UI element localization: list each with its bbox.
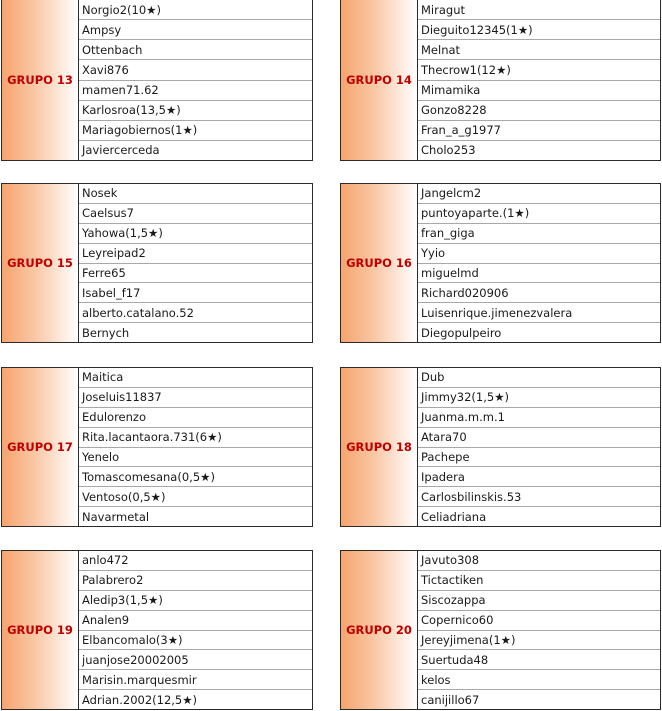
player-row: Adrian.2002(12,5★) xyxy=(82,692,198,707)
player-row: Elbancomalo(3★) xyxy=(79,631,312,651)
player-row: Yahowa(1,5★) xyxy=(79,224,312,244)
player-row: Dub xyxy=(418,368,660,388)
player-row: fran_giga xyxy=(418,224,660,244)
player-row: alberto.catalano.52 xyxy=(79,303,312,323)
player-row: mamen71.62 xyxy=(79,81,312,101)
group-label-cell xyxy=(2,551,79,709)
player-row: Leyreipad2 xyxy=(79,244,312,264)
group-label-cell xyxy=(2,184,79,342)
player-row: Ipadera xyxy=(418,467,660,487)
player-row: Tomascomesana(0,5★) xyxy=(79,467,312,487)
group-label-cell xyxy=(341,368,418,526)
player-list xyxy=(79,184,312,342)
group-label: GRUPO 17 xyxy=(7,440,73,454)
player-row: Luisenrique.jimenezvalera xyxy=(418,303,660,323)
player-row: Ampsy xyxy=(79,20,312,40)
player-row: Mimamika xyxy=(418,81,660,101)
player-list xyxy=(79,551,312,709)
group-label: GRUPO 20 xyxy=(346,623,412,637)
group-label-cell xyxy=(341,184,418,342)
group-label: GRUPO 13 xyxy=(7,73,73,87)
player-row: Ottenbach xyxy=(79,40,312,60)
group-label: GRUPO 14 xyxy=(346,73,412,87)
player-row: Javiercerceda xyxy=(82,143,160,158)
player-row: Yenelo xyxy=(79,448,312,468)
group-13 xyxy=(1,0,313,161)
player-row: Marisin.marquesmir xyxy=(79,670,312,690)
player-row: Nosek xyxy=(79,184,312,204)
group-label: GRUPO 18 xyxy=(346,440,412,454)
player-list xyxy=(418,551,660,709)
player-row: Navarmetal xyxy=(82,509,150,524)
player-row: Tictactiken xyxy=(418,571,660,591)
player-row: Analen9 xyxy=(79,611,312,631)
player-row: Yyio xyxy=(418,244,660,264)
player-row: Celiadriana xyxy=(421,509,487,524)
player-row: Jimmy32(1,5★) xyxy=(418,388,660,408)
player-row: Ventoso(0,5★) xyxy=(79,487,312,507)
player-list xyxy=(79,0,312,160)
player-row: Caelsus7 xyxy=(79,204,312,224)
player-list xyxy=(79,368,312,526)
player-row: Suertuda48 xyxy=(418,650,660,670)
player-row: Copernico60 xyxy=(418,611,660,631)
player-row: Maitica xyxy=(79,368,312,388)
group-label: GRUPO 19 xyxy=(7,623,73,637)
group-label-cell xyxy=(2,0,79,160)
player-row: Pachepe xyxy=(418,448,660,468)
player-row: Javuto308 xyxy=(418,551,660,571)
player-row: Thecrow1(12★) xyxy=(418,60,660,80)
group-label-cell xyxy=(341,551,418,709)
group-16 xyxy=(340,183,661,343)
group-20 xyxy=(340,550,661,710)
player-row: kelos xyxy=(418,670,660,690)
player-row: Isabel_f17 xyxy=(79,283,312,303)
player-row: Cholo253 xyxy=(421,143,476,158)
player-list xyxy=(418,0,660,160)
player-row: Jangelcm2 xyxy=(418,184,660,204)
player-row: Melnat xyxy=(418,40,660,60)
player-row: Diegopulpeiro xyxy=(421,325,502,340)
player-row: Dieguito12345(1★) xyxy=(418,20,660,40)
player-row: Xavi876 xyxy=(79,60,312,80)
player-row: Juanma.m.m.1 xyxy=(418,408,660,428)
player-row: Karlosroa(13,5★) xyxy=(79,101,312,121)
player-row: Bernych xyxy=(82,325,130,340)
player-row: Mariagobiernos(1★) xyxy=(79,121,312,141)
group-label: GRUPO 16 xyxy=(346,256,412,270)
group-15 xyxy=(1,183,313,343)
player-row: Richard020906 xyxy=(418,283,660,303)
group-label-cell xyxy=(2,368,79,526)
player-row: Gonzo8228 xyxy=(418,101,660,121)
player-row: Joseluis11837 xyxy=(79,388,312,408)
player-row: Atara70 xyxy=(418,428,660,448)
player-row: anlo472 xyxy=(79,551,312,571)
group-18 xyxy=(340,367,661,527)
player-row: puntoyaparte.(1★) xyxy=(418,204,660,224)
group-14 xyxy=(340,0,661,161)
group-19 xyxy=(1,550,313,710)
player-row: Siscozappa xyxy=(418,591,660,611)
player-row: Aledip3(1,5★) xyxy=(79,591,312,611)
player-row: miguelmd xyxy=(418,264,660,284)
player-row: Miragut xyxy=(418,0,660,20)
player-row: Rita.lacantaora.731(6★) xyxy=(79,428,312,448)
group-label-cell xyxy=(341,0,418,160)
player-row: Fran_a_g1977 xyxy=(418,121,660,141)
player-row: canijillo67 xyxy=(421,692,480,707)
player-row: Carlosbilinskis.53 xyxy=(418,487,660,507)
player-list xyxy=(418,368,660,526)
player-row: Edulorenzo xyxy=(79,408,312,428)
player-list xyxy=(418,184,660,342)
player-row: Ferre65 xyxy=(79,264,312,284)
group-17 xyxy=(1,367,313,527)
player-row: Palabrero2 xyxy=(79,571,312,591)
player-row: Jereyjimena(1★) xyxy=(418,631,660,651)
player-row: juanjose20002005 xyxy=(79,650,312,670)
player-row: Norgio2(10★) xyxy=(79,0,312,20)
group-label: GRUPO 15 xyxy=(7,256,73,270)
